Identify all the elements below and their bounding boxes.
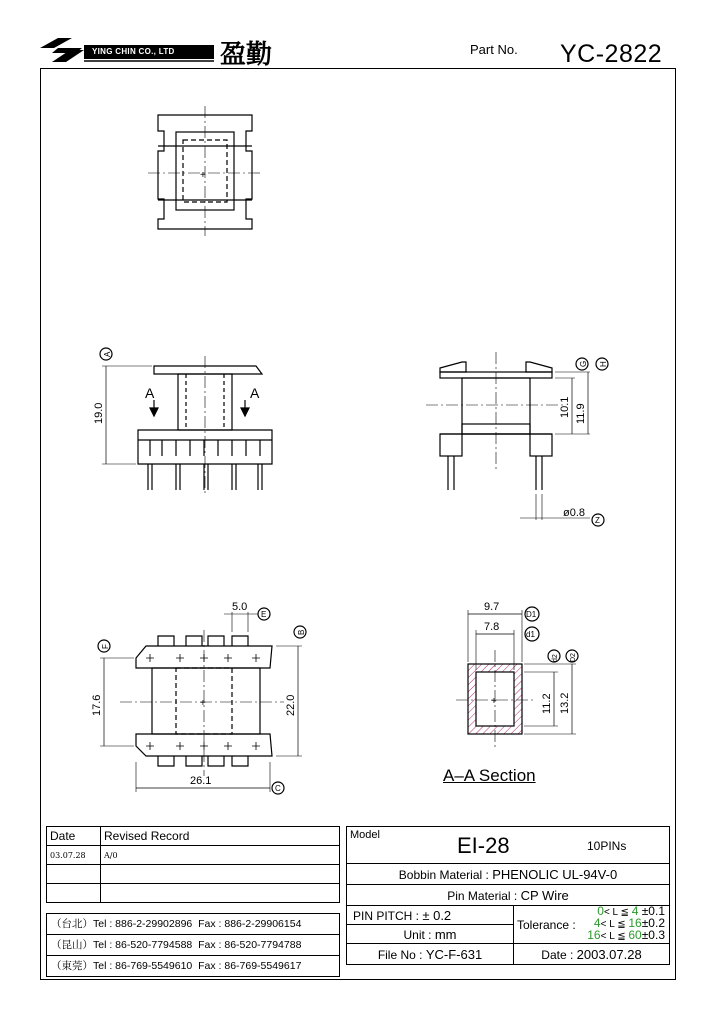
part-number-label: Part No. (470, 42, 518, 57)
table-row (47, 846, 340, 865)
dim-11-9: 11.9 (575, 403, 587, 424)
revision-record: A/0 (101, 846, 340, 865)
pin-count: 10PINs (587, 839, 627, 853)
svg-text:+: + (200, 170, 206, 181)
dim-7-8: 7.8 (484, 621, 500, 633)
table-row (47, 865, 340, 884)
model-value: EI-28 (457, 833, 510, 858)
svg-text:+: + (491, 696, 497, 707)
file-number-cell: File No : YC-F-631 (347, 944, 514, 965)
dim-9-7: 9.7 (484, 601, 500, 613)
section-title: A–A Section (443, 766, 536, 785)
contact-block (46, 913, 340, 977)
revision-record-header: Revised Record (101, 827, 340, 846)
revision-date (47, 865, 101, 884)
tolerance-label: Tolerance : (517, 918, 576, 932)
dim-11-2: 11.2 (541, 693, 553, 714)
marker-a: A (103, 351, 112, 357)
dim-22-0: 22.0 (285, 694, 297, 716)
tolerance-row: 0< L ≦ 4 ±0.1 (597, 904, 665, 918)
dim-10-1: 10.1 (559, 396, 571, 418)
model-cell (347, 827, 670, 864)
spec-table (346, 826, 670, 965)
marker-b: B (297, 629, 306, 635)
marker-d1-lower: d1 (526, 630, 535, 639)
date-cell: Date : 2003.07.28 (514, 944, 670, 965)
side-view (426, 352, 608, 526)
table-row (47, 884, 340, 903)
tolerance-row: 16< L ≦ 60±0.3 (587, 928, 665, 942)
revision-date (47, 884, 101, 903)
revision-date: 03.07.28 (47, 846, 101, 865)
svg-text:+: + (200, 698, 206, 709)
pin-pitch-cell: PIN PITCH : ± 0.2 (347, 906, 514, 925)
section-arrow-left: A (145, 385, 155, 401)
pin-material-row: Pin Material : CP Wire (347, 885, 670, 906)
marker-c: C (275, 784, 281, 793)
revision-date-header: Date (47, 827, 101, 846)
dim-17-6: 17.6 (91, 694, 103, 716)
marker-z: Z (595, 516, 600, 525)
dim-13-2: 13.2 (559, 692, 571, 714)
marker-e: E (261, 610, 267, 619)
dim-5-0: 5.0 (232, 601, 248, 613)
marker-h: H (599, 361, 608, 367)
company-name: YING CHIN CO., LTD (92, 47, 175, 56)
company-cjk-name: 盈勤 (220, 40, 273, 70)
dim-26-1: 26.1 (190, 775, 212, 787)
revision-table (46, 826, 340, 903)
bobbin-material-row: Bobbin Material : PHENOLIC UL-94V-0 (347, 864, 670, 885)
revision-record (101, 884, 340, 903)
marker-d2-upper: D2 (570, 653, 577, 662)
tolerance-cell (514, 906, 670, 944)
section-view (456, 607, 578, 748)
tolerance-row: 4< L ≦ 16±0.2 (593, 916, 665, 930)
dim-19-0: 19.0 (93, 402, 105, 424)
model-label: Model (350, 829, 380, 841)
header (0, 0, 720, 75)
marker-d2-lower: d2 (552, 654, 559, 662)
contact-row-taipei: （台北）Tel : 886-2-29902896 Fax : 886-2-29906154 (46, 913, 340, 935)
contact-row-dongguan: （東莞）Tel : 86-769-5549610 Fax : 86-769-5549617 (46, 956, 340, 977)
section-arrow-right: A (250, 385, 260, 401)
technical-drawing (41, 69, 675, 826)
front-view (100, 348, 272, 496)
marker-d1-upper: D1 (526, 610, 537, 619)
marker-g: G (579, 360, 588, 367)
unit-cell: Unit : mm (347, 925, 514, 944)
revision-record (101, 865, 340, 884)
part-number: YC-2822 (560, 40, 663, 68)
dim-pin-diameter: ø0.8 (563, 507, 586, 519)
contact-row-kunshan: （昆山）Tel : 86-520-7794588 Fax : 86-520-7794788 (46, 935, 340, 956)
marker-f: F (101, 644, 110, 649)
